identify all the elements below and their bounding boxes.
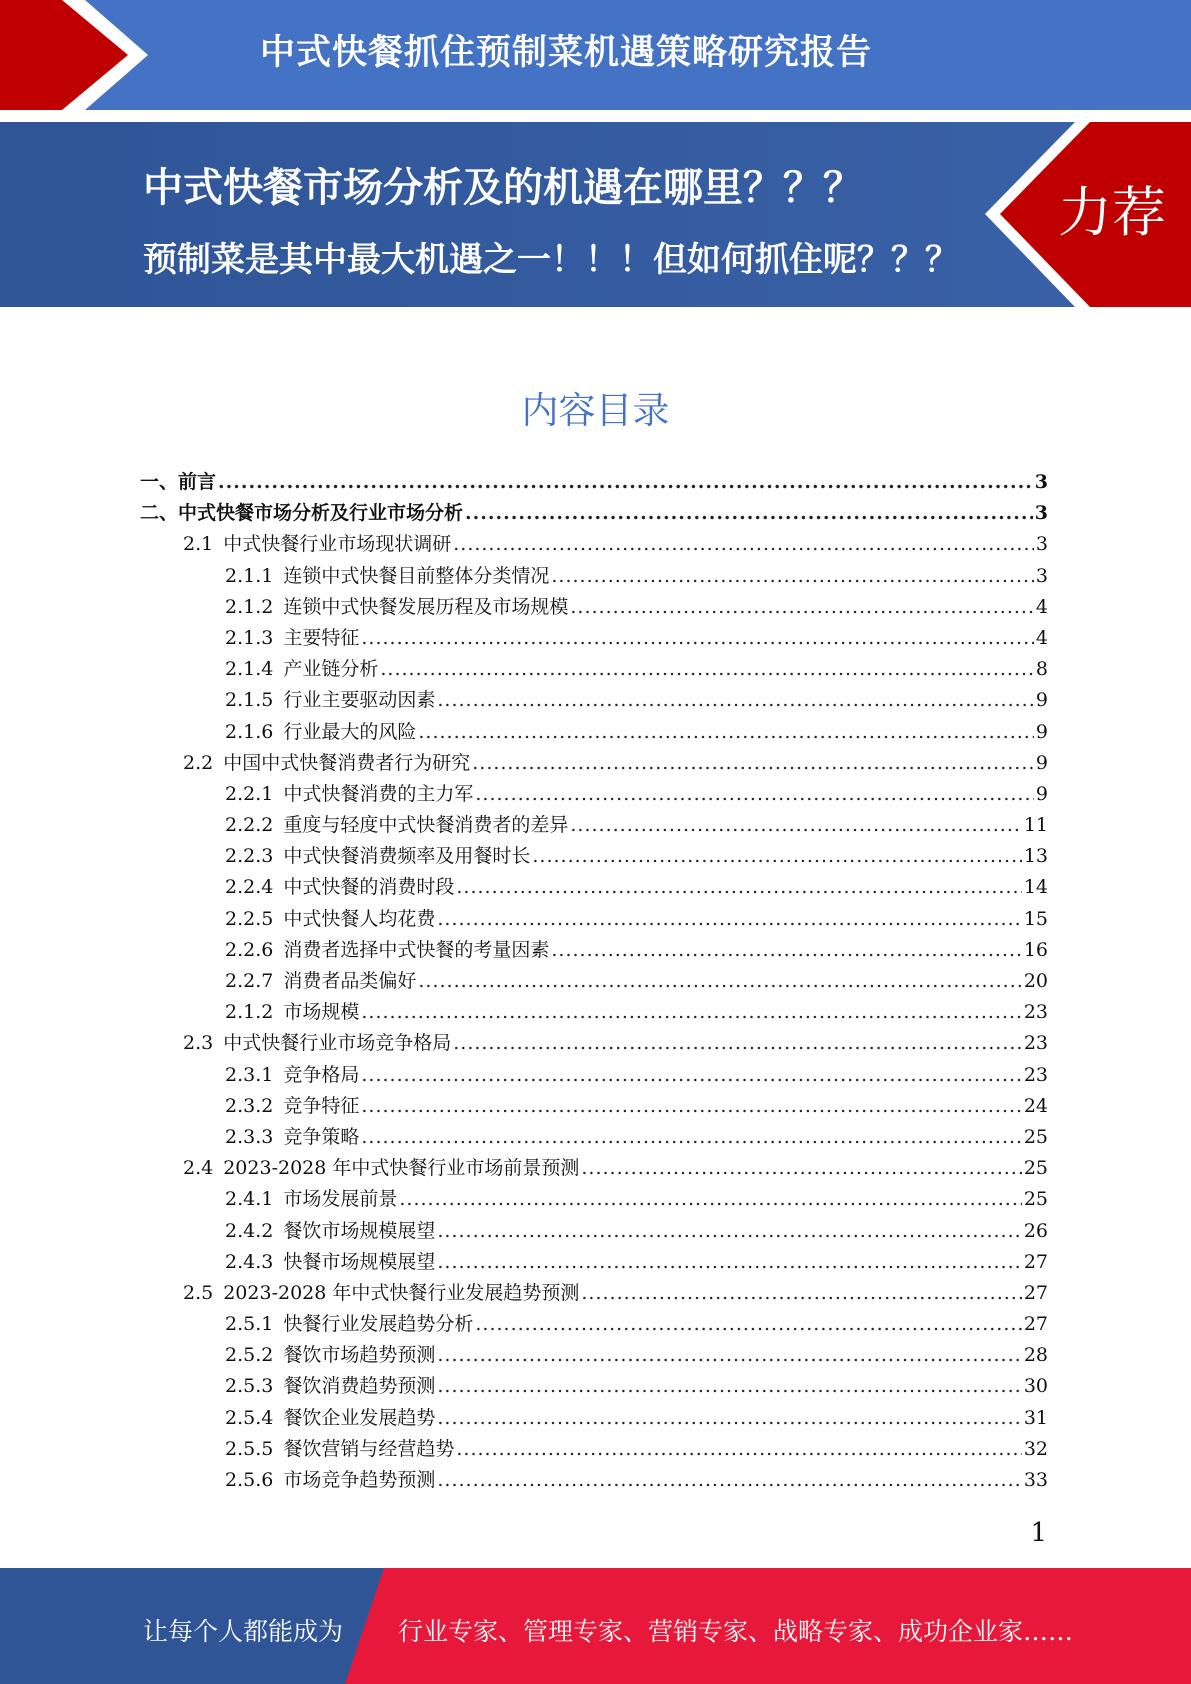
toc-dot-leader bbox=[437, 1220, 1021, 1242]
toc-entry-title: 中国中式快餐消费者行为研究 bbox=[223, 751, 471, 774]
toc-entry-page: 27 bbox=[1023, 1281, 1048, 1304]
toc-dot-leader bbox=[437, 689, 1034, 711]
toc-dot-leader bbox=[399, 1188, 1021, 1210]
toc-entry-title: 餐饮消费趋势预测 bbox=[283, 1375, 436, 1398]
toc-entry-title: 餐饮市场趋势预测 bbox=[283, 1344, 436, 1367]
toc-entry-page: 33 bbox=[1023, 1469, 1048, 1491]
toc-entry-number: 2.5.3 bbox=[225, 1375, 274, 1398]
toc-entry-title: 主要特征 bbox=[283, 626, 360, 649]
toc-dot-leader bbox=[361, 627, 1034, 649]
toc-entry[interactable] bbox=[140, 685, 1048, 716]
toc-entry-number: 2.1.2 bbox=[225, 595, 274, 618]
toc-entry[interactable] bbox=[140, 623, 1048, 654]
toc-entry-number: 2.4 bbox=[183, 1157, 214, 1180]
toc-entry-title: 行业最大的风险 bbox=[283, 720, 417, 743]
toc-entry[interactable] bbox=[140, 561, 1048, 592]
toc-entry[interactable] bbox=[140, 872, 1048, 903]
toc-entry-number: 2.4.1 bbox=[225, 1188, 274, 1211]
toc-entry-number: 2.5.6 bbox=[225, 1469, 274, 1491]
toc-entry-number: 2.4.2 bbox=[225, 1219, 274, 1242]
toc-dot-leader bbox=[361, 1126, 1021, 1148]
toc-dot-leader bbox=[472, 752, 1034, 774]
toc-entry-page: 11 bbox=[1023, 814, 1048, 837]
toc-entry-page: 24 bbox=[1023, 1094, 1048, 1117]
toc-entry-title: 2023-2028 年中式快餐行业市场前景预测 bbox=[223, 1157, 580, 1180]
toc-entry-number: 2.5 bbox=[183, 1281, 214, 1304]
toc-entry[interactable] bbox=[140, 966, 1048, 997]
toc-dot-leader bbox=[551, 565, 1034, 587]
toc-entry-page: 13 bbox=[1023, 845, 1048, 868]
toc-dot-leader bbox=[437, 1344, 1021, 1366]
toc-entry[interactable] bbox=[140, 1153, 1048, 1184]
toc-entry[interactable] bbox=[140, 654, 1048, 685]
toc-entry[interactable] bbox=[140, 529, 1048, 560]
toc-entry-title: 中式快餐市场分析及行业市场分析 bbox=[178, 502, 464, 525]
toc-entry-page: 23 bbox=[1023, 1063, 1048, 1086]
toc-entry-number: 2.5.1 bbox=[225, 1313, 274, 1336]
toc-entry-number: 2.3.1 bbox=[225, 1063, 274, 1086]
footer-slogan: 让每个人都能成为 bbox=[143, 1617, 344, 1646]
recommend-badge: 力荐 bbox=[1058, 181, 1166, 244]
toc-dot-leader bbox=[570, 814, 1021, 836]
toc-entry[interactable] bbox=[140, 841, 1048, 872]
toc-entry[interactable] bbox=[140, 1060, 1048, 1091]
page-number: 1 bbox=[1030, 1518, 1047, 1548]
toc-entry-page: 25 bbox=[1023, 1188, 1048, 1211]
toc-entry-page: 3 bbox=[1034, 471, 1048, 493]
toc-entry-number: 2.1.3 bbox=[225, 626, 274, 649]
toc-entry-number: 2.5.2 bbox=[225, 1344, 274, 1367]
toc-entry-title: 餐饮营销与经营趋势 bbox=[283, 1437, 455, 1460]
toc-dot-leader bbox=[475, 783, 1034, 805]
toc-entry-title: 餐饮企业发展趋势 bbox=[283, 1406, 436, 1429]
toc-entry[interactable] bbox=[140, 1216, 1048, 1247]
toc-entry-title: 餐饮市场规模展望 bbox=[283, 1219, 436, 1242]
toc-entry[interactable] bbox=[140, 997, 1048, 1028]
toc-entry-title: 中式快餐的消费时段 bbox=[283, 876, 455, 899]
toc-entry-number: 2.2.7 bbox=[225, 970, 274, 992]
toc-entry[interactable] bbox=[140, 904, 1048, 935]
toc-entry-page: 20 bbox=[1023, 970, 1048, 992]
toc-entry[interactable] bbox=[140, 592, 1048, 623]
toc-entry[interactable] bbox=[140, 810, 1048, 841]
toc-entry-title: 行业主要驱动因素 bbox=[283, 689, 436, 712]
toc-entry-number: 2.2.4 bbox=[225, 876, 274, 899]
toc-entry-page: 9 bbox=[1035, 720, 1048, 743]
toc-dot-leader bbox=[532, 845, 1021, 867]
top-title-bar bbox=[0, 0, 1191, 110]
toc-entry-title: 市场发展前景 bbox=[283, 1188, 398, 1211]
toc-entry-number: 2.4.3 bbox=[225, 1250, 274, 1273]
toc-entry-page: 27 bbox=[1023, 1313, 1048, 1336]
toc-dot-leader bbox=[380, 658, 1034, 680]
toc-entry-page: 9 bbox=[1035, 751, 1048, 774]
toc-entry-number: 2.1.2 bbox=[225, 1001, 274, 1024]
toc-entry[interactable] bbox=[140, 467, 1048, 498]
toc-entry-title: 连锁中式快餐发展历程及市场规模 bbox=[283, 595, 569, 618]
toc-entry-page: 4 bbox=[1035, 595, 1048, 618]
toc-entry[interactable] bbox=[140, 748, 1048, 779]
toc-entry-page: 28 bbox=[1023, 1344, 1048, 1367]
toc-entry[interactable] bbox=[140, 1465, 1048, 1496]
toc-dot-leader bbox=[437, 908, 1021, 930]
toc-dot-leader bbox=[453, 533, 1034, 555]
toc-entry-page: 27 bbox=[1023, 1250, 1048, 1273]
toc-entry-page: 25 bbox=[1023, 1125, 1048, 1148]
toc-entry-title: 市场规模 bbox=[283, 1001, 360, 1024]
toc-entry[interactable] bbox=[140, 1340, 1048, 1371]
toc-entry-title: 产业链分析 bbox=[283, 658, 379, 681]
toc-dot-leader bbox=[218, 471, 1033, 493]
toc-entry-title: 竞争格局 bbox=[283, 1063, 360, 1086]
table-of-contents bbox=[140, 467, 1048, 1496]
toc-entry-page: 26 bbox=[1023, 1219, 1048, 1242]
toc-entry[interactable] bbox=[140, 1028, 1048, 1059]
toc-entry-title: 快餐市场规模展望 bbox=[283, 1250, 436, 1273]
footer-roles: 行业专家、管理专家、营销专家、战略专家、成功企业家…… bbox=[398, 1617, 1074, 1646]
toc-entry-number: 2.1.6 bbox=[225, 720, 274, 743]
headline-banner bbox=[0, 122, 1191, 307]
toc-entry-page: 23 bbox=[1023, 1032, 1048, 1055]
red-arrow-decoration bbox=[0, 0, 160, 110]
toc-entry[interactable] bbox=[140, 1122, 1048, 1153]
banner-subheadline: 预制菜是其中最大机遇之一！！！但如何抓住呢？？？ bbox=[143, 240, 959, 280]
toc-dot-leader bbox=[456, 876, 1021, 898]
toc-entry[interactable] bbox=[140, 1371, 1048, 1402]
toc-entry-number: 2.1.4 bbox=[225, 658, 274, 681]
toc-dot-leader bbox=[456, 1438, 1021, 1460]
toc-dot-leader bbox=[581, 1282, 1021, 1304]
toc-entry-number: 2.1.5 bbox=[225, 689, 274, 712]
toc-entry-title: 中式快餐人均花费 bbox=[283, 907, 436, 930]
toc-entry[interactable] bbox=[140, 1309, 1048, 1340]
toc-entry[interactable] bbox=[140, 1247, 1048, 1278]
toc-entry[interactable] bbox=[140, 1184, 1048, 1215]
toc-entry-number: 2.3 bbox=[183, 1032, 214, 1055]
toc-entry-number: 2.5.4 bbox=[225, 1406, 274, 1429]
toc-entry-title: 快餐行业发展趋势分析 bbox=[283, 1313, 474, 1336]
toc-entry[interactable] bbox=[140, 1434, 1048, 1465]
toc-entry-page: 25 bbox=[1023, 1157, 1048, 1180]
toc-entry-title: 前言 bbox=[178, 471, 217, 493]
toc-entry-page: 9 bbox=[1035, 782, 1048, 805]
toc-entry-page: 23 bbox=[1023, 1001, 1048, 1024]
toc-entry-number: 2.2.5 bbox=[225, 907, 274, 930]
toc-entry-number: 2.3.2 bbox=[225, 1094, 274, 1117]
toc-entry-number: 2.2.3 bbox=[225, 845, 274, 868]
toc-entry-title: 消费者品类偏好 bbox=[283, 970, 417, 992]
toc-dot-leader bbox=[418, 970, 1021, 992]
toc-entry-number: 2.2.2 bbox=[225, 814, 274, 837]
toc-entry-title: 重度与轻度中式快餐消费者的差异 bbox=[283, 814, 569, 837]
toc-entry-number: 2.2 bbox=[183, 751, 214, 774]
toc-dot-leader bbox=[437, 1407, 1021, 1429]
toc-dot-leader bbox=[453, 1032, 1022, 1054]
toc-entry-page: 16 bbox=[1023, 938, 1048, 961]
toc-dot-leader bbox=[475, 1313, 1021, 1335]
toc-dot-leader bbox=[437, 1469, 1021, 1491]
toc-entry-page: 14 bbox=[1023, 876, 1048, 899]
toc-dot-leader bbox=[361, 1001, 1021, 1023]
toc-entry-number: 2.1 bbox=[183, 533, 214, 556]
toc-entry-number: 2.2.6 bbox=[225, 938, 274, 961]
toc-entry-title: 市场竞争趋势预测 bbox=[283, 1469, 436, 1491]
toc-entry-title: 竞争策略 bbox=[283, 1125, 360, 1148]
toc-dot-leader bbox=[581, 1157, 1021, 1179]
banner-headline: 中式快餐市场分析及的机遇在哪里？？？ bbox=[143, 165, 863, 211]
toc-entry-title: 中式快餐消费频率及用餐时长 bbox=[283, 845, 531, 868]
toc-entry[interactable] bbox=[140, 935, 1048, 966]
toc-dot-leader bbox=[551, 939, 1021, 961]
toc-entry-page: 32 bbox=[1023, 1437, 1048, 1460]
toc-entry-page: 15 bbox=[1023, 907, 1048, 930]
toc-entry-page: 31 bbox=[1023, 1406, 1048, 1429]
toc-entry[interactable] bbox=[140, 1403, 1048, 1434]
toc-dot-leader bbox=[465, 502, 1033, 524]
toc-entry-page: 8 bbox=[1035, 658, 1048, 681]
toc-entry[interactable] bbox=[140, 717, 1048, 748]
toc-entry-title: 中式快餐行业市场竞争格局 bbox=[223, 1032, 452, 1055]
toc-entry-number: 一、 bbox=[140, 471, 179, 493]
toc-entry[interactable] bbox=[140, 1091, 1048, 1122]
toc-entry-number: 2.5.5 bbox=[225, 1437, 274, 1460]
toc-entry[interactable] bbox=[140, 779, 1048, 810]
toc-dot-leader bbox=[437, 1375, 1021, 1397]
toc-entry[interactable] bbox=[140, 1278, 1048, 1309]
toc-dot-leader bbox=[361, 1064, 1021, 1086]
toc-entry-page: 4 bbox=[1035, 626, 1048, 649]
toc-entry-page: 3 bbox=[1035, 564, 1048, 587]
toc-entry-title: 连锁中式快餐目前整体分类情况 bbox=[283, 564, 550, 587]
toc-entry-title: 2023-2028 年中式快餐行业发展趋势预测 bbox=[223, 1281, 580, 1304]
toc-entry-page: 30 bbox=[1023, 1375, 1048, 1398]
toc-dot-leader bbox=[570, 596, 1034, 618]
toc-entry-page: 3 bbox=[1034, 502, 1048, 525]
toc-dot-leader bbox=[361, 1095, 1021, 1117]
toc-heading: 内容目录 bbox=[521, 389, 670, 432]
report-title: 中式快餐抓住预制菜机遇策略研究报告 bbox=[260, 33, 873, 73]
toc-entry-title: 竞争特征 bbox=[283, 1094, 360, 1117]
toc-entry-number: 二、 bbox=[140, 502, 179, 525]
toc-entry-title: 中式快餐消费的主力军 bbox=[283, 782, 474, 805]
toc-entry[interactable] bbox=[140, 498, 1048, 529]
toc-entry-title: 中式快餐行业市场现状调研 bbox=[223, 533, 452, 556]
toc-entry-title: 消费者选择中式快餐的考量因素 bbox=[283, 938, 550, 961]
toc-entry-number: 2.2.1 bbox=[225, 782, 274, 805]
toc-entry-number: 2.1.1 bbox=[225, 564, 274, 587]
toc-dot-leader bbox=[418, 721, 1034, 743]
footer-banner bbox=[0, 1568, 1191, 1684]
toc-entry-page: 9 bbox=[1035, 689, 1048, 712]
toc-dot-leader bbox=[437, 1251, 1021, 1273]
toc-entry-number: 2.3.3 bbox=[225, 1125, 274, 1148]
toc-entry-page: 3 bbox=[1035, 533, 1048, 556]
